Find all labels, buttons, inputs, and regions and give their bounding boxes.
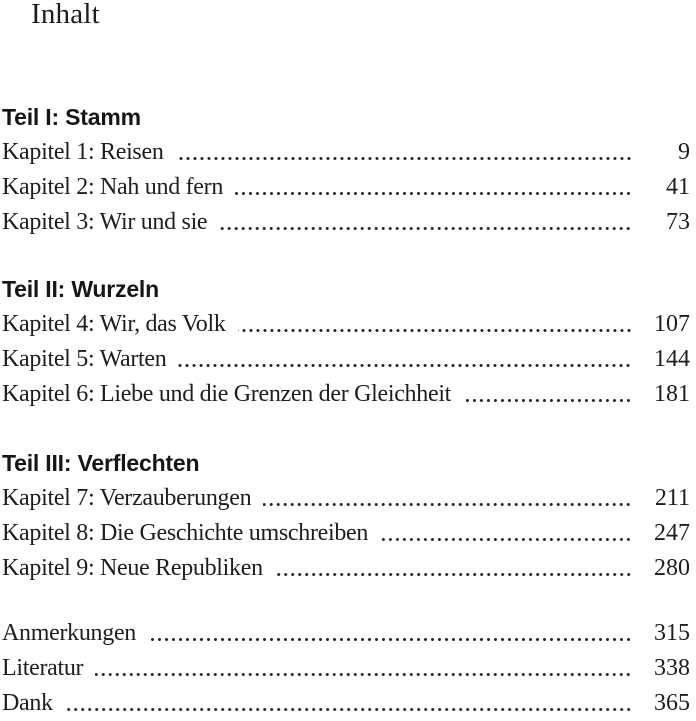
toc-entry[interactable] [2, 651, 690, 686]
entry-page-number: 73 [666, 209, 690, 235]
section-heading: Teil II: Wurzeln [2, 276, 159, 302]
dot-leader-icon [235, 170, 632, 205]
toc-entry[interactable] [2, 342, 690, 377]
entry-label: Kapitel 2: Nah und fern [2, 174, 224, 200]
toc-entry[interactable] [2, 377, 690, 412]
toc-entry[interactable] [2, 686, 690, 721]
toc-entry[interactable] [2, 135, 690, 170]
toc-section [2, 616, 690, 721]
dot-leader-icon [238, 307, 632, 342]
entry-page-number: 144 [654, 346, 690, 372]
toc-entry[interactable] [2, 307, 690, 342]
toc-entry[interactable] [2, 616, 690, 651]
entry-label: Literatur [2, 655, 84, 681]
entry-label: Anmerkungen [2, 620, 136, 646]
entry-page-number: 107 [654, 311, 690, 337]
toc-entry[interactable] [2, 170, 690, 205]
entry-label: Kapitel 4: Wir, das Volk [2, 311, 226, 337]
toc-list [2, 100, 690, 721]
dot-leader-icon [219, 205, 632, 240]
section-entries [2, 135, 690, 240]
entry-label: Kapitel 5: Warten [2, 346, 167, 372]
toc-section [2, 272, 690, 412]
toc-entry[interactable] [2, 205, 690, 240]
dot-leader-icon [65, 686, 632, 721]
entry-label: Kapitel 1: Reisen [2, 139, 164, 165]
entry-page-number: 280 [654, 555, 690, 581]
entry-page-number: 315 [654, 620, 690, 646]
page-title: Inhalt [31, 0, 100, 30]
dot-leader-icon [380, 516, 632, 551]
entry-label: Dank [2, 690, 53, 716]
section-entries [2, 481, 690, 586]
entry-page-number: 211 [654, 485, 690, 511]
dot-leader-icon [178, 342, 632, 377]
entry-page-number: 365 [654, 690, 690, 716]
section-heading: Teil III: Verflechten [2, 450, 200, 476]
toc-entry[interactable] [2, 516, 690, 551]
entry-page-number: 41 [666, 174, 690, 200]
dot-leader-icon [95, 651, 632, 686]
entry-label: Kapitel 6: Liebe und die Grenzen der Gleichheit [2, 381, 452, 407]
entry-page-number: 181 [654, 381, 690, 407]
entry-page-number: 9 [678, 139, 690, 165]
dot-leader-icon [463, 377, 632, 412]
toc-section [2, 100, 690, 240]
entry-page-number: 338 [654, 655, 690, 681]
dot-leader-icon [176, 135, 632, 170]
entry-page-number: 247 [654, 520, 690, 546]
toc-section [2, 446, 690, 586]
dot-leader-icon [263, 481, 632, 516]
entry-label: Kapitel 3: Wir und sie [2, 209, 208, 235]
section-entries [2, 307, 690, 412]
dot-leader-icon [275, 551, 632, 586]
toc-entry[interactable] [2, 481, 690, 516]
entry-label: Kapitel 9: Neue Republiken [2, 555, 263, 581]
dot-leader-icon [148, 616, 632, 651]
section-entries [2, 616, 690, 721]
toc-entry[interactable] [2, 551, 690, 586]
section-heading: Teil I: Stamm [2, 104, 141, 130]
entry-label: Kapitel 8: Die Geschichte umschreiben [2, 520, 369, 546]
entry-label: Kapitel 7: Verzauberungen [2, 485, 252, 511]
